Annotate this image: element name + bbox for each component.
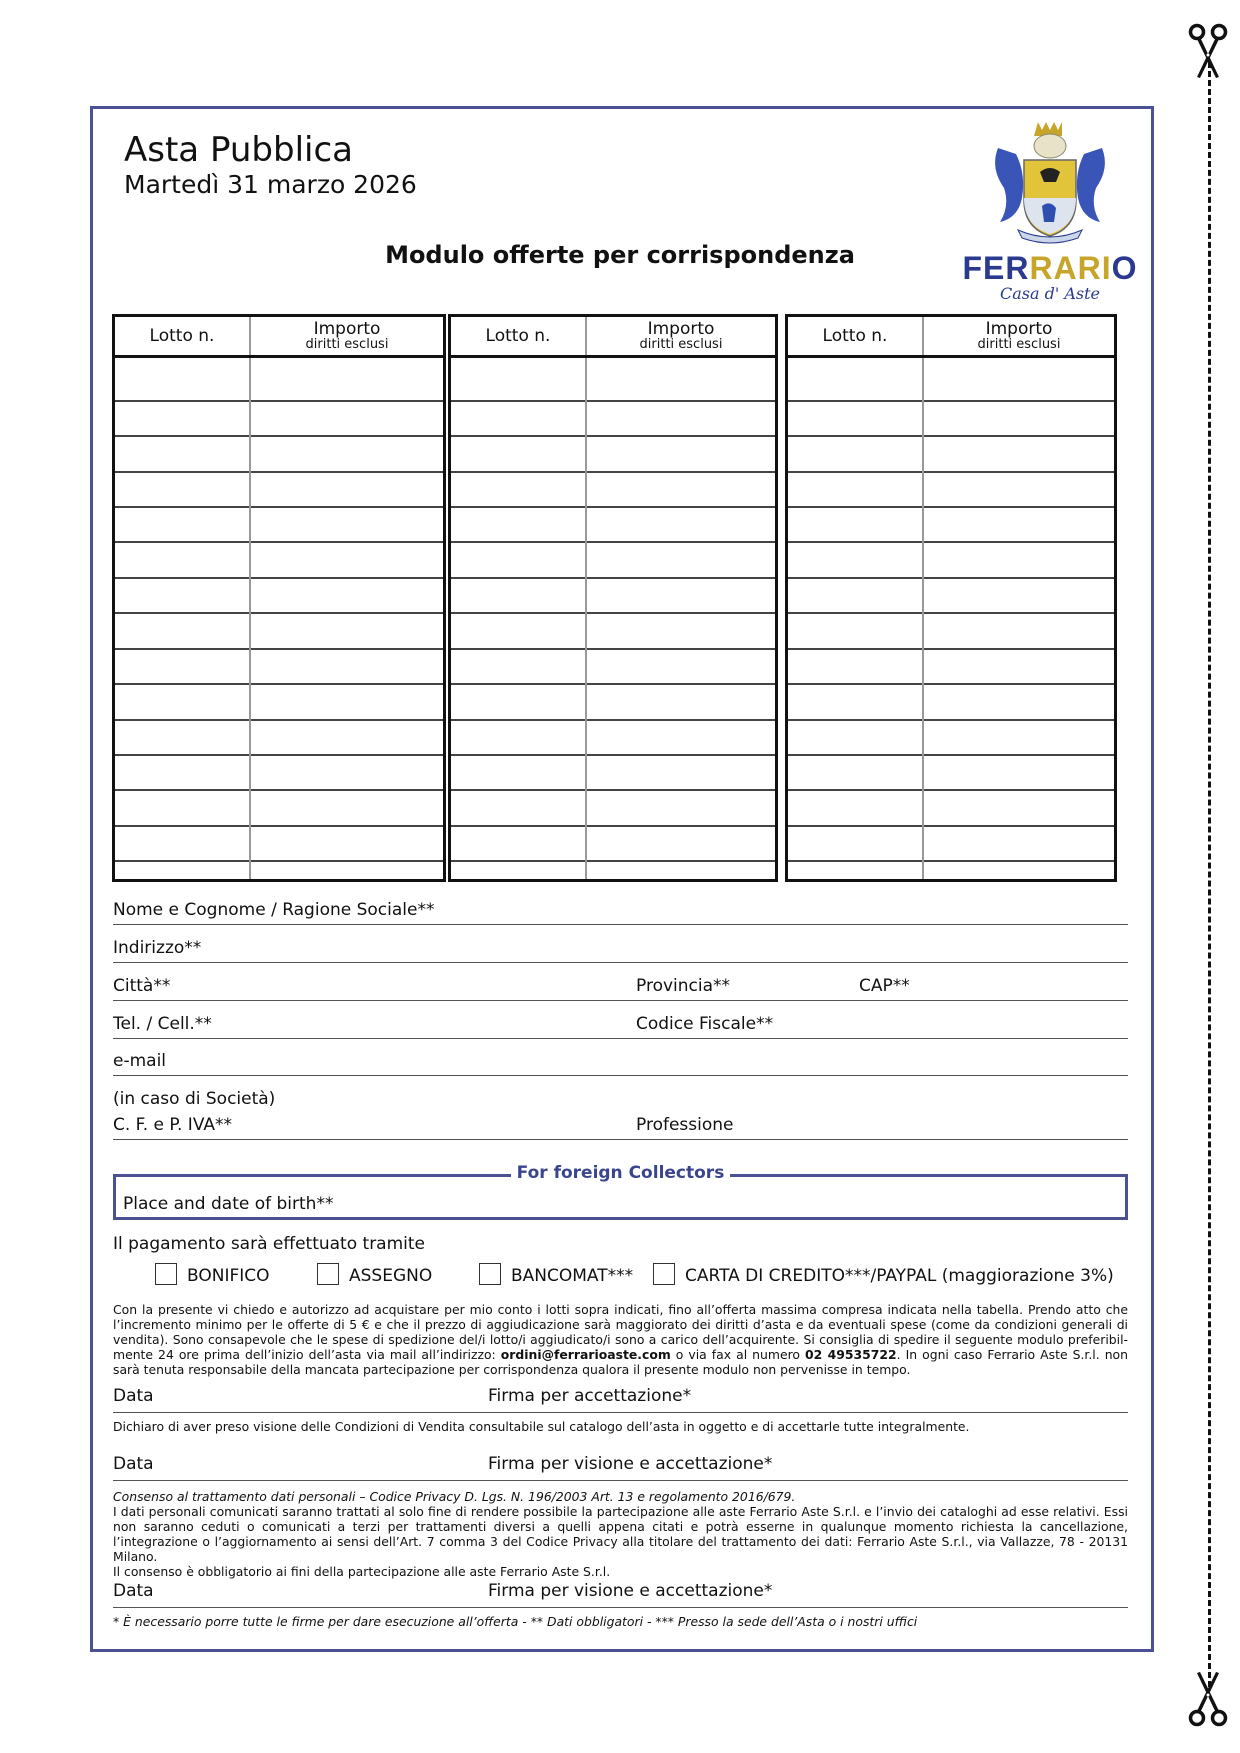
table-row xyxy=(115,755,443,790)
amount-cell[interactable] xyxy=(923,472,1114,507)
address-field[interactable]: Indirizzo** xyxy=(113,938,1128,963)
profession-label: Professione xyxy=(636,1115,734,1135)
city-province-cap-row[interactable] xyxy=(113,976,1128,1001)
amount-cell[interactable] xyxy=(923,720,1114,755)
amount-cell[interactable] xyxy=(250,436,443,471)
table-row xyxy=(115,684,443,719)
table-row xyxy=(788,790,1114,825)
lot-number-cell[interactable] xyxy=(115,357,250,401)
table-row xyxy=(788,542,1114,577)
company-row[interactable] xyxy=(113,1089,1128,1140)
birth-field[interactable]: Place and date of birth** xyxy=(123,1194,334,1214)
auction-date: Martedì 31 marzo 2026 xyxy=(124,170,417,199)
amount-cell[interactable] xyxy=(586,720,775,755)
table-row xyxy=(115,613,443,648)
payment-option-bonifico[interactable]: BONIFICO xyxy=(155,1265,270,1287)
table-row xyxy=(788,861,1114,879)
table-row xyxy=(451,436,775,471)
table-row xyxy=(451,649,775,684)
lot-number-cell[interactable] xyxy=(788,472,923,507)
table-row xyxy=(788,401,1114,436)
privacy-title: Consenso al trattamento dati personali – Codice Privacy D. Lgs. N. 196/2003 Art. 13 e regolamento 2016/679. xyxy=(113,1489,796,1504)
lot-number-cell[interactable] xyxy=(788,826,923,861)
lot-number-cell[interactable] xyxy=(788,578,923,613)
lot-number-cell[interactable] xyxy=(788,790,923,825)
amount-cell[interactable] xyxy=(250,826,443,861)
phone-taxcode-row[interactable] xyxy=(113,1014,1128,1039)
table-row xyxy=(788,507,1114,542)
amount-cell[interactable] xyxy=(923,357,1114,401)
amount-cell[interactable] xyxy=(923,649,1114,684)
amount-cell[interactable] xyxy=(586,861,775,879)
column-header-lot: Lotto n. xyxy=(115,317,250,357)
lot-number-cell[interactable] xyxy=(115,649,250,684)
amount-cell[interactable] xyxy=(586,649,775,684)
checkbox[interactable] xyxy=(155,1263,177,1285)
signature-row-2[interactable]: Data Firma per visione e accettazione* xyxy=(113,1454,1128,1481)
fax-number: 02 49535722 xyxy=(805,1347,897,1362)
table-row xyxy=(788,578,1114,613)
table-row xyxy=(788,720,1114,755)
cap-label: CAP** xyxy=(859,976,910,996)
table-row xyxy=(788,436,1114,471)
table-row xyxy=(451,826,775,861)
table-row xyxy=(451,578,775,613)
checkbox[interactable] xyxy=(653,1263,675,1285)
amount-cell[interactable] xyxy=(923,542,1114,577)
bid-table-1 xyxy=(112,314,446,882)
order-email: ordini@ferrarioaste.com xyxy=(500,1347,671,1362)
lot-number-cell[interactable] xyxy=(451,613,586,648)
table-row xyxy=(451,613,775,648)
lot-number-cell[interactable] xyxy=(451,578,586,613)
amount-cell[interactable] xyxy=(250,578,443,613)
amount-cell[interactable] xyxy=(923,507,1114,542)
table-row xyxy=(115,436,443,471)
table-row xyxy=(451,507,775,542)
table-row xyxy=(115,790,443,825)
page-title: Asta Pubblica xyxy=(124,130,353,170)
lot-number-cell[interactable] xyxy=(788,720,923,755)
checkbox[interactable] xyxy=(479,1263,501,1285)
column-header-lot: Lotto n. xyxy=(788,317,923,357)
table-row xyxy=(451,401,775,436)
foreign-legend: For foreign Collectors xyxy=(511,1163,731,1183)
table-row xyxy=(788,649,1114,684)
lot-number-cell[interactable] xyxy=(451,720,586,755)
payment-title: Il pagamento sarà effettuato tramite xyxy=(113,1234,426,1254)
phone-label: Tel. / Cell.** xyxy=(113,1014,212,1034)
amount-cell[interactable] xyxy=(586,472,775,507)
lot-number-cell[interactable] xyxy=(788,436,923,471)
lot-number-cell[interactable] xyxy=(788,542,923,577)
email-field[interactable]: e-mail xyxy=(113,1051,1128,1076)
table-row xyxy=(788,755,1114,790)
lot-number-cell[interactable] xyxy=(115,861,250,879)
column-header-lot: Lotto n. xyxy=(451,317,586,357)
amount-cell[interactable] xyxy=(586,578,775,613)
table-row xyxy=(451,472,775,507)
table-row xyxy=(115,507,443,542)
payment-option-credit-card[interactable]: CARTA DI CREDITO***/PAYPAL (maggiorazione 3%) xyxy=(653,1265,1114,1287)
lot-number-cell[interactable] xyxy=(115,401,250,436)
lot-number-cell[interactable] xyxy=(115,472,250,507)
amount-cell[interactable] xyxy=(586,357,775,401)
payment-option-bancomat[interactable]: BANCOMAT*** xyxy=(479,1265,633,1287)
ferrario-logo xyxy=(960,118,1140,308)
column-header-amount: Importo diritti esclusi xyxy=(923,317,1114,357)
table-row xyxy=(788,684,1114,719)
lot-number-cell[interactable] xyxy=(115,613,250,648)
table-row xyxy=(115,401,443,436)
tax-code-label: Codice Fiscale** xyxy=(636,1014,774,1034)
lot-number-cell[interactable] xyxy=(451,826,586,861)
amount-cell[interactable] xyxy=(923,436,1114,471)
lot-number-cell[interactable] xyxy=(788,684,923,719)
amount-cell[interactable] xyxy=(923,684,1114,719)
table-row xyxy=(115,826,443,861)
amount-cell[interactable] xyxy=(923,401,1114,436)
lot-number-cell[interactable] xyxy=(115,826,250,861)
company-note: (in caso di Società) xyxy=(113,1089,276,1109)
vat-label: C. F. e P. IVA** xyxy=(113,1115,232,1135)
table-row xyxy=(788,613,1114,648)
scissors-icon xyxy=(1188,22,1228,82)
table-row xyxy=(451,861,775,879)
foreign-collectors-box xyxy=(113,1163,1128,1220)
cut-line xyxy=(1208,62,1211,1687)
coat-of-arms-icon xyxy=(988,118,1112,248)
amount-cell[interactable] xyxy=(586,542,775,577)
table-row xyxy=(451,790,775,825)
table-row xyxy=(115,649,443,684)
table-row xyxy=(451,684,775,719)
amount-cell[interactable] xyxy=(923,826,1114,861)
lot-number-cell[interactable] xyxy=(788,401,923,436)
payment-option-assegno[interactable]: ASSEGNO xyxy=(317,1265,432,1287)
table-row xyxy=(451,542,775,577)
lot-number-cell[interactable] xyxy=(451,507,586,542)
amount-cell[interactable] xyxy=(250,790,443,825)
table-row xyxy=(451,755,775,790)
amount-cell[interactable] xyxy=(250,755,443,790)
lot-number-cell[interactable] xyxy=(115,790,250,825)
scissors-icon xyxy=(1188,1668,1228,1728)
table-row xyxy=(115,357,443,401)
table-row xyxy=(451,357,775,401)
lot-number-cell[interactable] xyxy=(451,542,586,577)
amount-cell[interactable] xyxy=(586,401,775,436)
amount-cell[interactable] xyxy=(250,357,443,401)
amount-cell[interactable] xyxy=(586,613,775,648)
brand-tagline: Casa d' Aste xyxy=(999,284,1100,303)
brand-name: FERRARIO xyxy=(962,250,1138,286)
footnote: * È necessario porre tutte le firme per dare esecuzione all’offerta - ** Dati obbligatori - *** Presso la sede dell’Asta o i nostri uffici xyxy=(113,1614,918,1629)
name-field[interactable]: Nome e Cognome / Ragione Sociale** xyxy=(113,900,1128,925)
lot-number-cell[interactable] xyxy=(788,507,923,542)
amount-cell[interactable] xyxy=(250,861,443,879)
conditions-note: Dichiaro di aver preso visione delle Condizioni di Vendita consultabile sul catalogo dell’asta in oggetto e di accettarle tutte integralmente. xyxy=(113,1419,970,1434)
authorization-text: Con la presente vi chiedo e autorizzo ad acquistare per mio conto i lotti sopra indicati, fino all’offerta massima compresa indicata nella tabella. Prendo atto che l’incremento minimo per le offerte di 5 € e che il prezzo di aggiudicazione sarà maggiorato dei diritti d’asta e da eventuali spese (come da condizioni generali di vendita). Sono consapevole che le spese di spedizione del/i lotto/i aggiudicato/i sono a carico dell’acquirente. Si consiglia di spedire il seguente modulo preferibilmente 24 ore prima dell’inizio dell’asta via mail all’indirizzo: ordini@ferrarioaste.com o via fax al numero 02 49535722. In ogni caso Ferrario Aste S.r.l. non sarà tenuta responsabile della mancata partecipazione per corrispondenza qualora il presente modulo non pervenisse in tempo. xyxy=(113,1302,1128,1377)
checkbox[interactable] xyxy=(317,1263,339,1285)
lot-number-cell[interactable] xyxy=(115,755,250,790)
column-header-amount: Importo diritti esclusi xyxy=(250,317,443,357)
amount-cell[interactable] xyxy=(586,436,775,471)
lot-number-cell[interactable] xyxy=(788,861,923,879)
amount-cell[interactable] xyxy=(586,790,775,825)
lot-number-cell[interactable] xyxy=(115,720,250,755)
lot-number-cell[interactable] xyxy=(451,401,586,436)
bid-table-2 xyxy=(448,314,778,882)
lot-number-cell[interactable] xyxy=(451,436,586,471)
amount-cell[interactable] xyxy=(586,507,775,542)
lot-number-cell[interactable] xyxy=(115,578,250,613)
amount-cell[interactable] xyxy=(923,755,1114,790)
table-row xyxy=(788,472,1114,507)
table-row xyxy=(115,861,443,879)
table-row xyxy=(115,720,443,755)
signature-row-1[interactable]: Data Firma per accettazione* xyxy=(113,1386,1128,1413)
amount-cell[interactable] xyxy=(923,861,1114,879)
lot-number-cell[interactable] xyxy=(451,649,586,684)
amount-cell[interactable] xyxy=(250,613,443,648)
amount-cell[interactable] xyxy=(923,790,1114,825)
lot-number-cell[interactable] xyxy=(451,790,586,825)
province-label: Provincia** xyxy=(636,976,731,996)
lot-number-cell[interactable] xyxy=(788,755,923,790)
table-row xyxy=(115,578,443,613)
amount-cell[interactable] xyxy=(586,684,775,719)
amount-cell[interactable] xyxy=(250,507,443,542)
lot-number-cell[interactable] xyxy=(115,507,250,542)
lot-number-cell[interactable] xyxy=(788,613,923,648)
amount-cell[interactable] xyxy=(250,542,443,577)
lot-number-cell[interactable] xyxy=(115,436,250,471)
lot-number-cell[interactable] xyxy=(115,684,250,719)
lot-number-cell[interactable] xyxy=(451,472,586,507)
lot-number-cell[interactable] xyxy=(451,357,586,401)
lot-number-cell[interactable] xyxy=(451,861,586,879)
lot-number-cell[interactable] xyxy=(788,649,923,684)
amount-cell[interactable] xyxy=(250,472,443,507)
lot-number-cell[interactable] xyxy=(788,357,923,401)
form-title: Modulo offerte per corrispondenza xyxy=(385,241,855,269)
signature-row-3[interactable]: Data Firma per visione e accettazione* xyxy=(113,1581,1128,1608)
table-row xyxy=(451,720,775,755)
bid-table-3 xyxy=(785,314,1117,882)
lot-number-cell[interactable] xyxy=(451,755,586,790)
amount-cell[interactable] xyxy=(586,755,775,790)
column-header-amount: Importo diritti esclusi xyxy=(586,317,775,357)
amount-cell[interactable] xyxy=(250,684,443,719)
amount-cell[interactable] xyxy=(586,826,775,861)
table-row xyxy=(115,542,443,577)
lot-number-cell[interactable] xyxy=(115,542,250,577)
table-row xyxy=(788,357,1114,401)
lot-number-cell[interactable] xyxy=(451,684,586,719)
table-row xyxy=(115,472,443,507)
amount-cell[interactable] xyxy=(250,649,443,684)
amount-cell[interactable] xyxy=(250,401,443,436)
table-row xyxy=(788,826,1114,861)
amount-cell[interactable] xyxy=(250,720,443,755)
city-label: Città** xyxy=(113,976,171,996)
amount-cell[interactable] xyxy=(923,578,1114,613)
amount-cell[interactable] xyxy=(923,613,1114,648)
privacy-text: Consenso al trattamento dati personali – Codice Privacy D. Lgs. N. 196/2003 Art. 13 e regolamento 2016/679. I dati personali comunicati saranno trattati al solo fine di rendere possibile la partecipazione alle aste Ferrario Aste S.r.l. e l’invio dei cataloghi ad esse relativi. Essi non saranno ceduti o comunicati a terzi per trattamenti diversi a quelli appena citati e potrà esserne in qualunque momento richiesta la cancellazione, l’integrazione o l’aggiornamento ai sensi dell’Art. 7 comma 3 del Codice Privacy alla titolare del trattamento dei dati: Ferrario Aste S.r.l., via Vallazze, 78 - 20131 Milano. Il consenso è obbligatorio ai fini della partecipazione alle aste Ferrario Aste S.r.l. xyxy=(113,1489,1128,1579)
